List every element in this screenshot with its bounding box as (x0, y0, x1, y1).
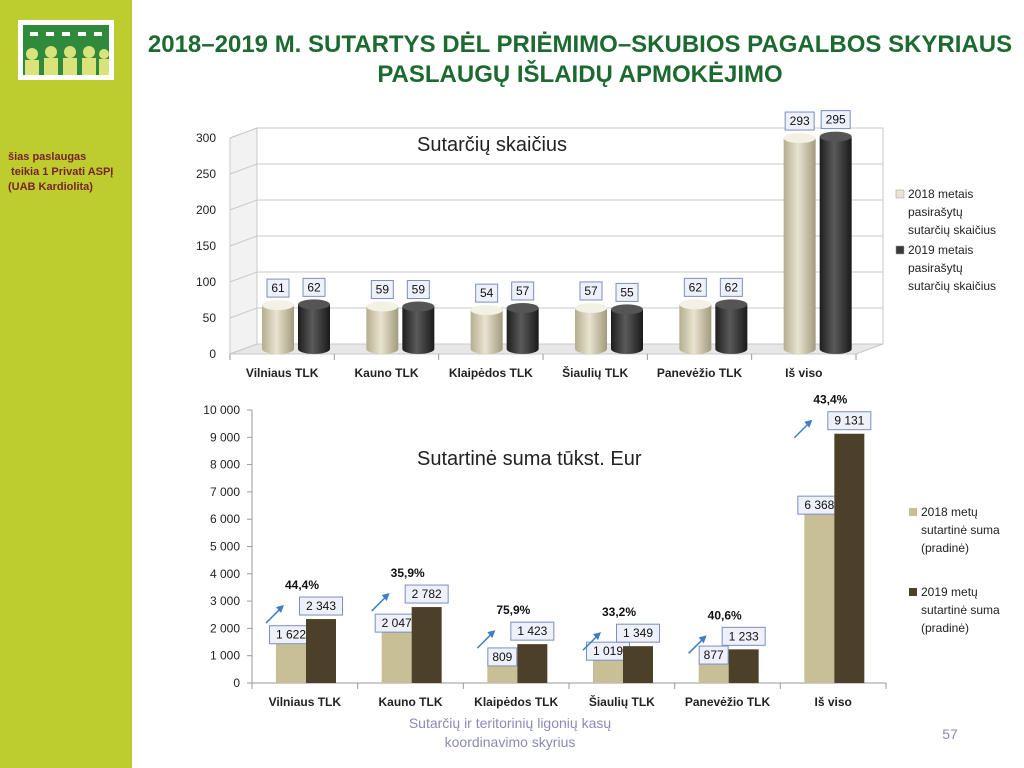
y-tick-label: 4 000 (209, 566, 240, 581)
page-number: 57 (942, 726, 958, 742)
y-tick-label: 9 000 (209, 430, 240, 445)
data-label: 1 233 (728, 629, 759, 644)
y-tick-label: 200 (195, 203, 216, 217)
y-tick-label: 0 (233, 676, 240, 690)
bar-2019 (412, 607, 442, 683)
side-note: šias paslaugas teikia 1 Privati ASPĮ (UAB Kardiolita) (8, 151, 114, 193)
legend-label: (pradinė) (921, 621, 970, 635)
legend-label: 2019 metais (908, 243, 974, 257)
legend-label: sutartinė suma (921, 523, 1000, 537)
data-label: 57 (515, 283, 530, 298)
data-label: 62 (724, 280, 739, 295)
legend-label: 2019 metų (921, 585, 978, 599)
growth-label: 40,6% (707, 608, 742, 623)
y-tick-label: 2 000 (209, 621, 240, 636)
bar-top (611, 304, 643, 314)
footer (360, 714, 660, 752)
legend-swatch (909, 588, 917, 596)
bar-2018 (804, 509, 834, 683)
x-tick-label: Klaipėdos TLK (448, 366, 533, 380)
growth-label: 75,9% (496, 603, 531, 618)
data-label: 6 368 (804, 498, 835, 513)
chart-title: Sutarčių skaičius (417, 134, 568, 156)
y-tick-label: 100 (195, 275, 216, 289)
x-tick-label: Panevėžio TLK (656, 366, 743, 380)
y-tick-label: 1 000 (209, 648, 240, 663)
slide-title (140, 30, 1020, 90)
x-tick-label: Iš viso (785, 366, 823, 380)
bar-2018 (575, 308, 607, 354)
bar-2019 (298, 304, 330, 354)
bar-2019 (834, 434, 864, 683)
legend-label: 2018 metais (908, 187, 974, 201)
bar-2019 (402, 307, 434, 354)
growth-label: 35,9% (390, 566, 425, 581)
y-tick-label: 300 (195, 131, 216, 145)
bar-top (575, 303, 607, 313)
x-tick-label: Vilniaus TLK (268, 695, 342, 709)
data-label: 54 (479, 286, 494, 301)
bar-top (471, 305, 503, 315)
bar-2018 (276, 639, 306, 683)
bar-2019 (623, 646, 653, 683)
x-tick-label: Iš viso (814, 695, 852, 709)
data-label: 2 047 (381, 616, 412, 631)
bar-2018 (382, 627, 412, 683)
data-label: 1 349 (622, 626, 654, 641)
data-label: 2 782 (411, 587, 442, 602)
contracts-count-chart (0, 108, 1024, 380)
bar-top (366, 302, 398, 312)
x-tick-label: Šiaulių TLK (588, 695, 655, 709)
y-tick-label: 8 000 (209, 457, 240, 472)
growth-label: 33,2% (601, 605, 637, 620)
data-label: 57 (584, 283, 598, 298)
legend-label: sutarčių skaičius (908, 223, 997, 237)
bar-top (262, 300, 294, 310)
bar-top (298, 299, 330, 309)
bar-top (784, 133, 816, 143)
legend-label: 2018 metų (921, 505, 978, 519)
y-tick-label: 250 (195, 167, 216, 181)
bar-2019 (715, 304, 747, 354)
bar-2019 (729, 649, 759, 683)
legend-swatch (909, 508, 917, 516)
data-label: 59 (411, 282, 426, 297)
data-label: 293 (789, 114, 810, 129)
x-tick-label: Vilniaus TLK (245, 366, 319, 380)
bar-top (402, 302, 434, 312)
data-label: 2 343 (305, 599, 337, 614)
footer-line-1: Sutarčių ir teritorinių ligonių kasų (408, 715, 612, 731)
data-label: 1 019 (592, 644, 624, 659)
data-label: 1 622 (275, 627, 307, 642)
legend-label: sutarčių skaičius (908, 279, 997, 293)
legend-label: (pradinė) (921, 541, 970, 555)
bar-2019 (611, 309, 643, 354)
bar-2019 (820, 137, 852, 354)
y-tick-label: 50 (202, 311, 216, 325)
x-tick-label: Šiaulių TLK (562, 366, 629, 380)
bar-2018 (784, 138, 816, 354)
bar-2018 (471, 310, 503, 354)
bar-2018 (262, 305, 294, 354)
data-label: 295 (825, 112, 846, 127)
legend-swatch (896, 246, 904, 254)
data-label: 809 (492, 649, 513, 664)
y-tick-label: 3 000 (209, 594, 240, 609)
slide-title-line-2: PASLAUGŲ IŠLAIDŲ APMOKĖJIMO (377, 61, 783, 88)
legend-label: pasirašytų (908, 261, 963, 275)
y-tick-label: 5 000 (209, 539, 240, 554)
data-label: 61 (271, 281, 285, 296)
y-tick-label: 0 (209, 347, 216, 361)
x-tick-label: Kauno TLK (354, 366, 419, 380)
growth-label: 43,4% (813, 392, 848, 407)
data-label: 877 (703, 648, 724, 663)
bar-top (679, 299, 711, 309)
y-tick-label: 7 000 (209, 484, 240, 499)
legend-label: pasirašytų (908, 205, 963, 219)
legend-swatch (896, 190, 904, 198)
slide-title-line-1: 2018–2019 M. SUTARTYS DĖL PRIĖMIMO–SKUBIOS PAGALBOS SKYRIAUS (147, 31, 1013, 58)
logo-icon (18, 20, 114, 80)
growth-label: 44,4% (284, 578, 320, 593)
bar-2019 (306, 619, 336, 683)
contract-sum-chart (0, 380, 1024, 710)
data-label: 1 423 (517, 624, 548, 639)
bar-2018 (366, 307, 398, 354)
data-label: 59 (375, 282, 390, 297)
bar-top (820, 132, 852, 142)
y-tick-label: 10 000 (203, 403, 240, 417)
data-label: 9 131 (834, 413, 865, 428)
bar-top (507, 303, 539, 313)
data-label: 55 (620, 285, 634, 300)
data-label: 62 (688, 280, 703, 295)
x-tick-label: Panevėžio TLK (684, 695, 771, 709)
footer-line-2: koordinavimo skyrius (444, 734, 576, 750)
data-label: 62 (307, 280, 321, 295)
legend-label: sutartinė suma (921, 603, 1000, 617)
bar-top (715, 299, 747, 309)
x-tick-label: Klaipėdos TLK (474, 695, 559, 709)
bar-2018 (679, 304, 711, 354)
y-tick-label: 150 (195, 239, 216, 253)
chart-title: Sutartinė suma tūkst. Eur (417, 448, 642, 470)
x-tick-label: Kauno TLK (378, 695, 443, 709)
y-tick-label: 6 000 (209, 512, 240, 527)
bar-2019 (517, 644, 547, 683)
bar-2019 (507, 308, 539, 354)
